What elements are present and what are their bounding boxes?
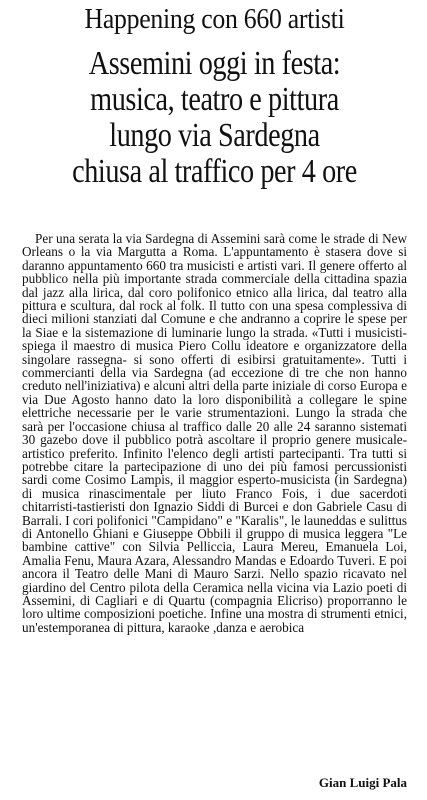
headline-line: lungo via Sardegna bbox=[109, 117, 320, 154]
article-byline: Gian Luigi Pala bbox=[318, 775, 407, 790]
headline-line: Assemini oggi in festa: bbox=[88, 45, 341, 82]
article-headline bbox=[22, 46, 407, 190]
article-body: Per una serata la via Sardegna di Assemini sarà come le strade di New Orleans o la via Margutta a Roma. L'appuntamento è stasera dove si daranno appuntamento 660 tra musicisti e artisti vari. Il genere offerto al pubblico nella più importante strada commerciale della cittadina spazia dal jazz alla lirica, dal coro polifonico etnico alla lirica, dal teatro alla pittura e scultura, dal rock al folk. Il tutto con una spesa complessiva di dieci milioni stanziati dal Comune e che andranno a coprire le spese per la Siae e la sistemazione di luminarie lungo la strada. «Tutti i musicisti- spiega il maestro di musica Piero Collu ideatore e organizzatore della singolare rassegna- si sono offerti di esibirsi gratuitamente». Tutti i commercianti della via Sardegna (ad eccezione di tre che non hanno creduto nell'iniziativa) e alcuni altri della parte iniziale di corso Europa e via Due Agosto hanno dato la loro disponibilità a collegare le spine elettriche necessarie per le varie strumentazioni. Lungo la strada che sarà per l'occasione chiusa al traffico dalle 20 alle 24 saranno sistemati 30 gazebo dove il pubblico potrà ascoltare il proprio genere musicale-artistico preferito. Infinito l'elenco degli artisti partecipanti. Tra tutti si potrebbe citare la partecipazione di uno dei più famosi percussionisti sardi come Cosimo Lampis, il maggior esperto-musicista (in Sardegna) di musica rinascimentale per liuto Franco Fois, i due sacerdoti chitarristi-tastieristi don Ignazio Siddi di Burcei e don Gabriele Casu di Barrali. I cori polifonici "Campidano" e "Karalis", le launeddas e sulittus di Antonello Ghiani e Giuseppe Obbili il gruppo di musica leggera "Le bambine cattive" con Silvia Pelliccia, Laura Mereu, Emanuela Loi, Amalia Fenu, Maura Azara, Alessandro Mandas e Edoardo Tuveri. E poi ancora il Teatro delle Mani di Mauro Sarzi. Nello spazio ricavato nel giardino del Centro pilota della Ceramica nella vicina via Lazio poeti di Assemini, di Cagliari e di Quartu (compagnia Elicriso) proporranno le loro ultime composizioni poetiche. Infine una mostra di strumenti etnici, un'estemporanea di pittura, karaoke ,danza e aerobica bbox=[22, 231, 407, 635]
article-kicker: Happening con 660 artisti bbox=[84, 4, 345, 35]
headline-line: musica, teatro e pittura bbox=[90, 81, 339, 118]
headline-line: chiusa al traffico per 4 ore bbox=[72, 153, 357, 190]
